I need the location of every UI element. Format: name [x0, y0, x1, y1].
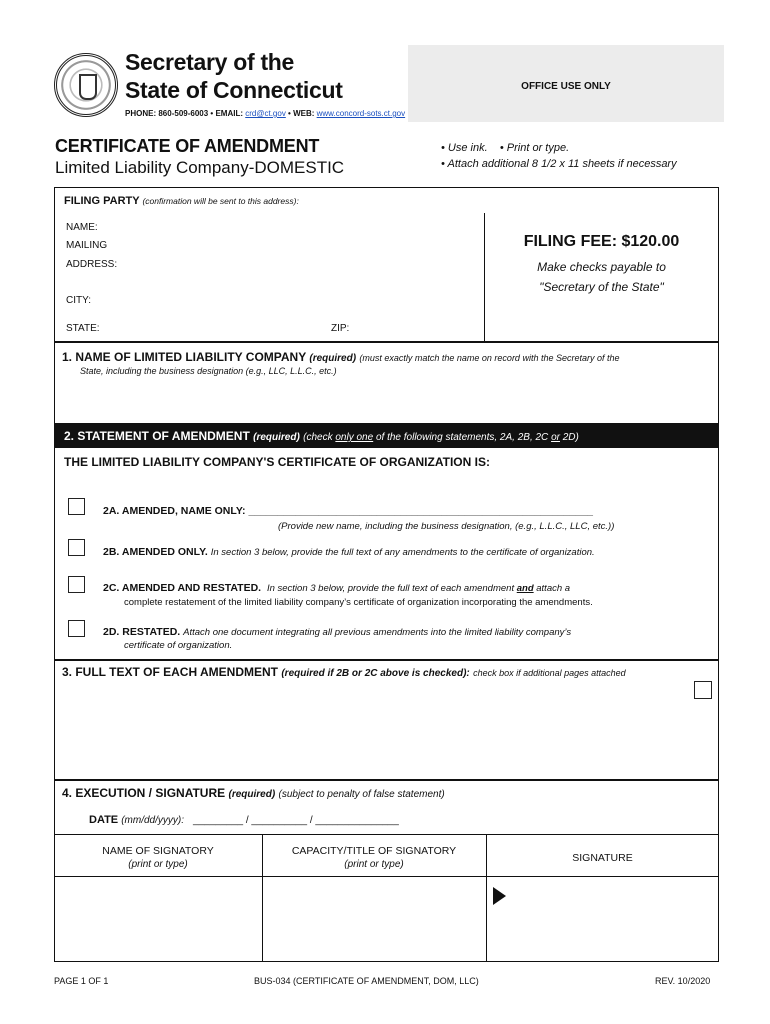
- section-1-heading: [62, 350, 620, 364]
- section-3-heading: [62, 665, 626, 679]
- section-4-title: 4. EXECUTION / SIGNATURE: [62, 786, 226, 800]
- section-3-title: 3. FULL TEXT OF EACH AMENDMENT: [62, 665, 278, 679]
- col-name-sub: (print or type): [128, 859, 188, 870]
- note-only-one: only one: [335, 432, 374, 443]
- payable-line-1: Make checks payable to: [537, 260, 666, 274]
- option-2c-title: 2C. AMENDED AND RESTATED.: [103, 582, 262, 594]
- note-part: 2D): [559, 432, 579, 443]
- filing-party-heading: [64, 195, 299, 207]
- instructions-line-1: [441, 142, 569, 154]
- col-title-sub: (print or type): [344, 859, 404, 870]
- web-link[interactable]: www.concord-sots.ct.gov: [316, 109, 406, 118]
- section-2-required: (required): [253, 432, 300, 443]
- checkbox-2b[interactable]: [68, 539, 85, 556]
- section-3-required: (required if 2B or 2C above is checked):: [281, 668, 470, 679]
- section-2-subheading: THE LIMITED LIABILITY COMPANY'S CERTIFICATE OF ORGANIZATION IS:: [64, 455, 490, 469]
- mailing-label: MAILING: [66, 240, 108, 251]
- option-2d-title: 2D. RESTATED.: [103, 626, 181, 638]
- col-name-title: NAME OF SIGNATORY: [102, 845, 214, 857]
- org-line-2: State of Connecticut: [125, 77, 343, 103]
- option-2c-label: [103, 582, 570, 594]
- col-title-title: CAPACITY/TITLE OF SIGNATORY: [291, 845, 457, 857]
- section-2-title: 2. STATEMENT OF AMENDMENT: [64, 429, 250, 443]
- signatory-title-field[interactable]: [263, 877, 485, 961]
- date-field: _________ / __________ / _______________: [193, 815, 399, 826]
- signature-table-top: [54, 834, 719, 835]
- office-use-box: [408, 45, 724, 122]
- option-2d-sub: certificate of organization.: [124, 640, 233, 651]
- use-ink-text: • Use ink.: [441, 142, 488, 154]
- checkbox-2d[interactable]: [68, 620, 85, 637]
- web-label: WEB:: [293, 109, 315, 118]
- option-2c-text-a: In section 3 below, provide the full text of each amendment: [266, 583, 517, 594]
- revision: REV. 10/2020: [655, 976, 711, 986]
- option-2b-label: [103, 546, 595, 558]
- email-link[interactable]: crd@ct.gov: [245, 109, 286, 118]
- section-1-required: (required): [309, 353, 357, 364]
- option-2b-title: 2B. AMENDED ONLY.: [103, 546, 208, 558]
- state-seal-icon: [54, 53, 118, 117]
- section-2-heading: [64, 429, 579, 443]
- checkbox-2c[interactable]: [68, 576, 85, 593]
- form-id: BUS-034 (CERTIFICATE OF AMENDMENT, DOM, LLC): [254, 976, 479, 986]
- note-or: or: [551, 432, 560, 443]
- signatory-name-field[interactable]: [54, 877, 262, 961]
- phone-number: 860-509-6003: [158, 109, 209, 118]
- email-label: EMAIL:: [215, 109, 243, 118]
- organization-name: [125, 48, 343, 104]
- section-3-note: check box if additional pages attached: [473, 668, 626, 678]
- option-2a-sub: (Provide new name, including the business designation, (e.g., L.L.C., LLC, etc.)): [278, 521, 615, 532]
- phone-label: PHONE:: [125, 109, 157, 118]
- filing-party-note: (confirmation will be sent to this address):: [142, 196, 299, 206]
- filing-fee: FILING FEE: $120.00: [523, 233, 680, 250]
- option-2a-label: 2A. AMENDED, NAME ONLY: ___________________________________________________________: [103, 505, 593, 517]
- sign-here-arrow-icon: [493, 887, 506, 905]
- col-title-header: [262, 844, 486, 872]
- state-label: STATE:: [66, 323, 100, 334]
- note-part: (check: [303, 432, 336, 443]
- filing-party-title: FILING PARTY: [64, 195, 140, 207]
- section-1-title: 1. NAME OF LIMITED LIABILITY COMPANY: [62, 350, 307, 364]
- section-1-note-2: State, including the business designation (e.g., LLC, L.L.C., etc.): [80, 366, 337, 376]
- section-1-note-1: (must exactly match the name on record with the Secretary of the: [359, 353, 620, 363]
- section-4-heading: [62, 786, 445, 800]
- instructions-line-2: • Attach additional 8 1/2 x 11 sheets if necessary: [441, 158, 677, 170]
- option-2d-text: Attach one document integrating all previous amendments into the limited liability company’s: [183, 627, 572, 638]
- option-2c-text-b: attach a: [533, 583, 571, 594]
- note-part: of the following statements, 2A, 2B, 2C: [373, 432, 552, 443]
- option-2c-and: and: [516, 583, 534, 594]
- section-4-note: (subject to penalty of false statement): [278, 789, 445, 800]
- section-2-note: [303, 432, 579, 443]
- address-label: ADDRESS:: [66, 259, 118, 270]
- org-line-1: Secretary of the: [125, 49, 295, 75]
- option-2d-label: [103, 626, 571, 638]
- option-2b-text: In section 3 below, provide the full text of any amendments to the certificate of organization.: [210, 547, 595, 558]
- form-title: CERTIFICATE OF AMENDMENT: [55, 136, 320, 156]
- zip-label: ZIP:: [331, 323, 350, 334]
- office-use-label: OFFICE USE ONLY: [521, 81, 611, 92]
- additional-pages-checkbox[interactable]: [694, 681, 712, 699]
- city-label: CITY:: [66, 295, 92, 306]
- option-2c-text: [267, 583, 570, 594]
- contact-line: PHONE: 860-509-6003 • EMAIL: crd@ct.gov • WEB: www.concord-sots.ct.gov: [125, 109, 406, 118]
- checkbox-2a[interactable]: [68, 498, 85, 515]
- name-label: NAME:: [66, 222, 98, 233]
- date-row: [89, 814, 399, 826]
- col-name-header: [54, 844, 262, 872]
- page-number: PAGE 1 OF 1: [54, 976, 109, 986]
- print-type-text: • Print or type.: [499, 142, 570, 154]
- payable-line-2: "Secretary of the State": [539, 280, 664, 294]
- col-signature-header: SIGNATURE: [572, 852, 633, 864]
- date-format: (mm/dd/yyyy):: [121, 815, 184, 826]
- date-label: DATE: [89, 814, 119, 826]
- signature-field[interactable]: [510, 877, 718, 961]
- section-4-required: (required): [228, 789, 276, 800]
- form-subtitle: Limited Liability Company-DOMESTIC: [55, 158, 345, 177]
- option-2c-sub: complete restatement of the limited liability company’s certificate of organization incorporating the amendments.: [124, 597, 593, 608]
